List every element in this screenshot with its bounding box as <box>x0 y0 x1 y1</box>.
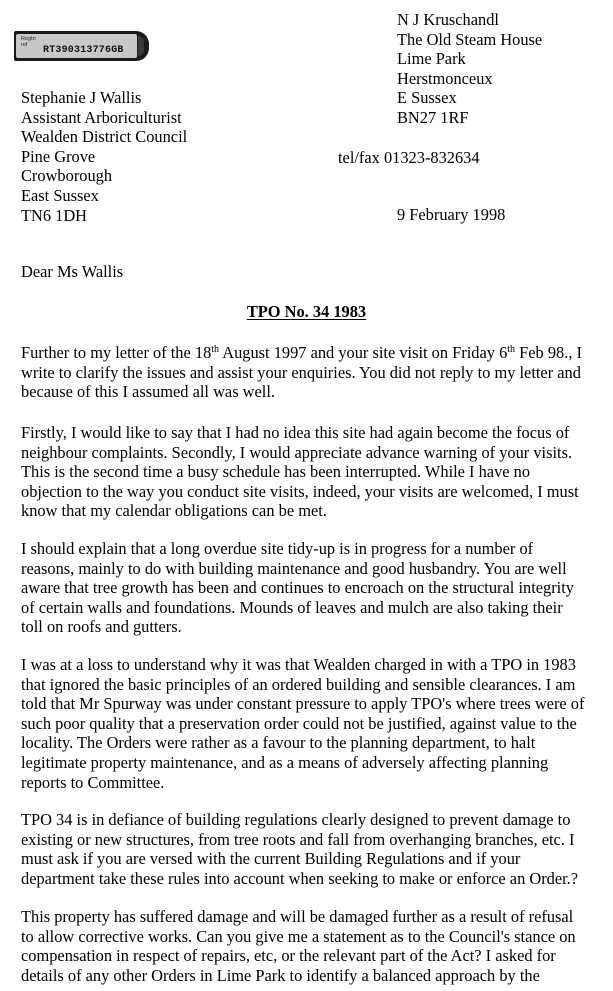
recipient-line: Wealden District Council <box>21 127 188 147</box>
paragraph-line: neighbour complaints. Secondly, I would appreciate advance warning of your visits. <box>21 442 573 462</box>
paragraph-line: know that my calendar obligations can be met. <box>21 501 327 521</box>
text-run: Further to my letter of the 18 <box>21 343 212 362</box>
paragraph-line: I should explain that a long overdue site tidy-up is in progress for a number of <box>21 539 534 558</box>
sender-line: BN27 1RF <box>397 107 469 127</box>
text-run: Feb 98., I <box>515 343 582 362</box>
text-run: August 1997 and your site visit on Friday 6 <box>219 343 508 362</box>
recipient-line: Assistant Arboriculturist <box>21 107 182 127</box>
paragraph-line: locality. The Orders were rather as a favour to the planning department, to halt <box>21 733 536 753</box>
registration-ref-caption: Regtn ref <box>21 36 36 48</box>
paragraph-line: that ignored the basic principles of an ordered building and sensible clearances. I am <box>21 674 576 694</box>
paragraph-line: told that Mr Spurway was under constant pressure to apply TPO's where trees were of <box>21 694 585 714</box>
sender-address <box>397 10 542 128</box>
registration-code: RT390313776GB <box>43 45 124 56</box>
ordinal-suffix: th <box>507 344 516 355</box>
paragraph-line: department take these rules into account when seeking to make or enforce an Order.? <box>21 868 579 888</box>
paragraph-line: such poor quality that a preservation order could not be justified, against value to the <box>21 713 577 733</box>
paragraph-line: of certain walls and foundations. Mounds of leaves and mulch are also taking their <box>21 597 563 617</box>
paragraph-line: Firstly, I would like to say that I had no idea this site had again become the focus of <box>21 423 570 442</box>
paragraph-2 <box>21 423 613 521</box>
paragraph-line: existing or new structures, from tree roots and fall from overhanging branches, etc. I <box>21 829 575 849</box>
paragraph-line: write to clarify the issues and assist your enquiries. You did not reply to my letter and <box>21 362 581 382</box>
paragraph-4 <box>21 655 613 792</box>
paragraph-3 <box>21 539 613 637</box>
recipient-line: Pine Grove <box>21 146 96 166</box>
recipient-line: Stephanie J Wallis <box>21 88 142 107</box>
paragraph-line: must ask if you are versed with the current Building Regulations and if your <box>21 849 521 869</box>
letter-date: 9 February 1998 <box>397 205 506 224</box>
paragraph-line: reports to Committee. <box>21 772 165 792</box>
sender-telfax: tel/fax 01323-832634 <box>338 148 480 167</box>
sender-line: Lime Park <box>397 49 466 69</box>
registered-post-label <box>14 31 149 61</box>
registered-post-label-inner <box>16 34 137 58</box>
salutation: Dear Ms Wallis <box>21 262 124 281</box>
paragraph-line: This property has suffered damage and will be damaged further as a result of refusal <box>21 907 574 926</box>
paragraph-line: compensation in respect of repairs, etc, or the relevant part of the Act? I asked for <box>21 946 556 966</box>
sender-line: Herstmonceux <box>397 68 493 88</box>
paragraph-1 <box>21 343 613 402</box>
recipient-line: TN6 1DH <box>21 205 88 225</box>
paragraph-line: details of any other Orders in Lime Park to identify a balanced approach by the <box>21 965 540 985</box>
paragraph-6 <box>21 907 613 985</box>
sender-line: The Old Steam House <box>397 29 543 49</box>
letter-heading: TPO No. 34 1983 <box>246 302 367 321</box>
paragraph-line: objection to the way you conduct site visits, indeed, your visits are welcomed, I must <box>21 481 579 501</box>
paragraph-line: TPO 34 is in defiance of building regulations clearly designed to prevent damage to <box>21 810 571 829</box>
sender-line: E Sussex <box>397 88 457 108</box>
recipient-line: East Sussex <box>21 185 99 205</box>
paragraph-line: aware that tree growth has been and continues to encroach on the structural integrity <box>21 578 574 598</box>
sender-line: N J Kruschandl <box>397 10 499 29</box>
paragraph-5 <box>21 810 613 888</box>
paragraph-line <box>21 343 613 363</box>
ordinal-suffix: th <box>211 344 220 355</box>
paragraph-line: because of this I assumed all was well. <box>21 382 275 402</box>
paragraph-line: toll on roofs and gutters. <box>21 617 182 637</box>
label-notch <box>138 36 144 56</box>
paragraph-line: reasons, mainly to do with building maintenance and good husbandry. You are well <box>21 558 567 578</box>
paragraph-line: This is the second time a busy schedule has been interrupted. While I have no <box>21 462 531 482</box>
recipient-line: Crowborough <box>21 166 113 186</box>
paragraph-line: to allow corrective works. Can you give me a statement as to the Council's stance on <box>21 926 576 946</box>
paragraph-line: I was at a loss to understand why it was that Wealden charged in with a TPO in 1983 <box>21 655 576 674</box>
recipient-address <box>21 88 187 225</box>
paragraph-line: legitimate property maintenance, and as a means of adversely affecting planning <box>21 752 549 772</box>
